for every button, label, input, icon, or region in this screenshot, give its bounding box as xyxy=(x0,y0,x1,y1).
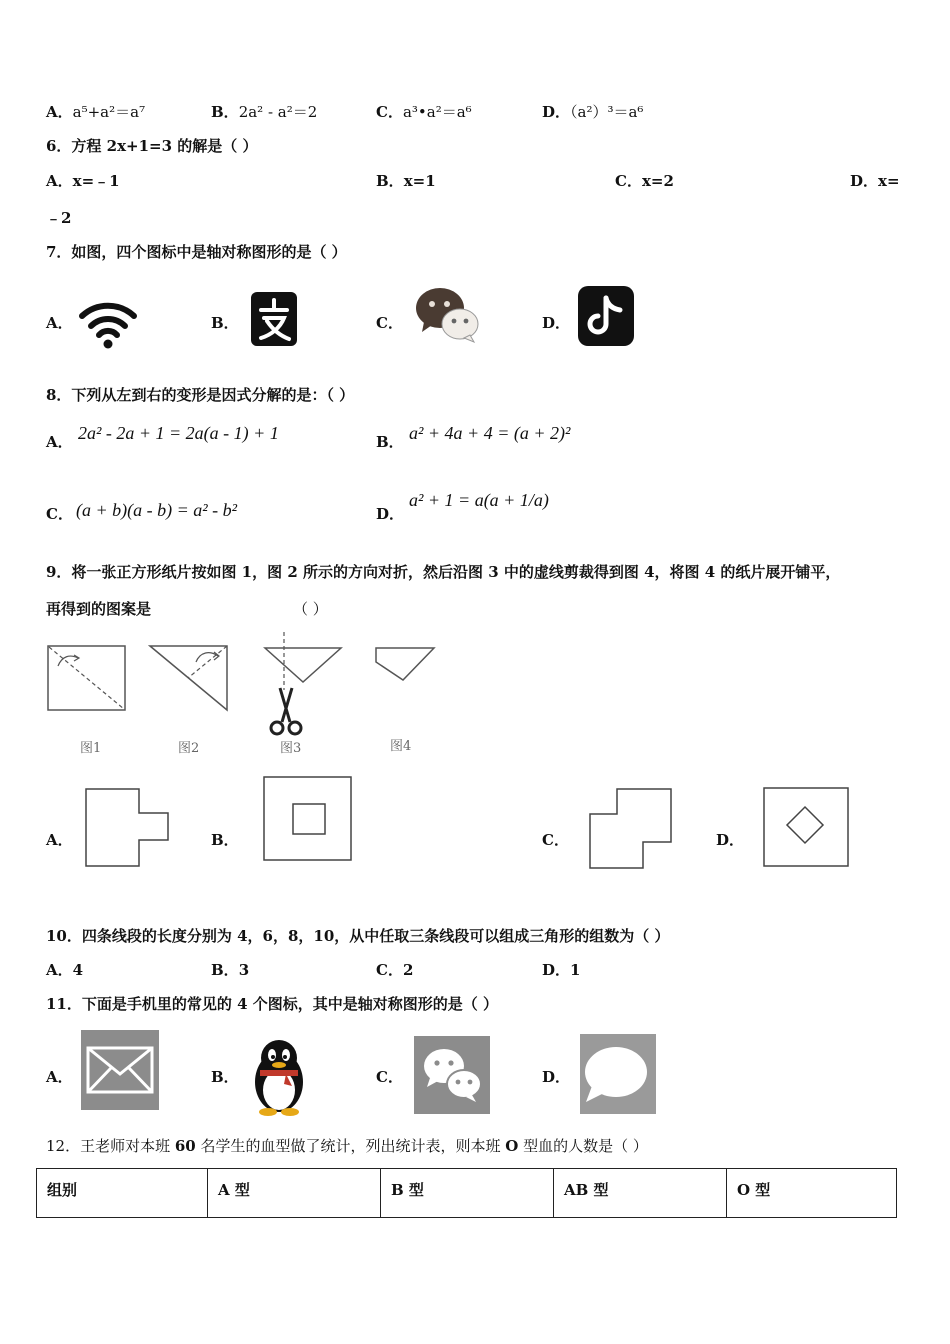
qq-penguin-icon xyxy=(246,1036,312,1116)
figure-label-3: 图3 xyxy=(280,741,302,756)
shape-option-b xyxy=(261,774,355,864)
q6-option-c: C．x=2 xyxy=(615,172,674,190)
q5-option-d: D．（a²）³＝a⁶ xyxy=(542,103,644,121)
q7-stem: 7．如图，四个图标中是轴对称图形的是（ ） xyxy=(46,243,347,261)
wechat-icon xyxy=(414,286,480,344)
q7-option-c-label: C． xyxy=(376,314,403,332)
mail-icon xyxy=(81,1030,159,1110)
q8-option-c-label: C． xyxy=(46,505,73,523)
q11-option-b-label: B． xyxy=(211,1068,239,1086)
q6-option-d-wrap: ﹣2 xyxy=(46,209,72,227)
figure-label-4: 图4 xyxy=(390,739,412,754)
q8-option-c-expr: (a + b)(a - b) = a² - b² xyxy=(76,500,238,520)
table-header-cell: 组别 xyxy=(37,1169,208,1218)
q9-option-d-label: D． xyxy=(716,831,745,849)
table-header-row xyxy=(37,1169,897,1218)
q11-stem: 11．下面是手机里的常见的 4 个图标，其中是轴对称图形的是（ ） xyxy=(46,995,498,1013)
message-bubble-icon xyxy=(580,1034,656,1114)
q5-option-b: B．2a² - a²＝2 xyxy=(211,103,318,121)
q10-option-b: B．3 xyxy=(211,961,250,979)
q6-option-d: D．x= xyxy=(850,172,900,190)
table-header-cell: B 型 xyxy=(381,1169,554,1218)
fold-figure-4 xyxy=(373,644,437,684)
q8-option-d-label: D． xyxy=(376,505,405,523)
q8-stem: 8．下列从左到右的变形是因式分解的是：（ ） xyxy=(46,386,355,404)
q8-option-a-expr: 2a² - 2a + 1 = 2a(a - 1) + 1 xyxy=(78,423,279,443)
fold-figure-2 xyxy=(148,644,230,714)
q5-option-c: C．a³•a²＝a⁶ xyxy=(376,103,472,121)
q9-option-c-label: C． xyxy=(542,831,569,849)
shape-option-a xyxy=(83,786,173,870)
figure-label-2: 图2 xyxy=(178,741,200,756)
q7-option-a-label: A． xyxy=(46,314,73,332)
wifi-icon xyxy=(78,298,138,350)
q12-stem: 12．王老师对本班 60 名学生的血型做了统计，列出统计表，则本班 O 型血的人数是（ ） xyxy=(46,1137,648,1155)
q8-option-d-expr: a² + 1 = a(a + 1/a) xyxy=(409,490,549,510)
q11-option-a-label: A． xyxy=(46,1068,73,1086)
q6-stem: 6．方程 2x+1=3 的解是（ ） xyxy=(46,137,258,155)
table-header-cell: O 型 xyxy=(727,1169,897,1218)
q6-option-b: B．x=1 xyxy=(376,172,436,190)
q9-answer-paren: （ ） xyxy=(293,600,328,618)
figure-label-1: 图1 xyxy=(80,741,102,756)
q8-option-b-expr: a² + 4a + 4 = (a + 2)² xyxy=(409,423,571,443)
blood-type-table xyxy=(36,1168,897,1218)
alipay-icon xyxy=(251,292,297,346)
shape-option-d xyxy=(761,785,851,869)
tiktok-icon xyxy=(578,286,634,346)
fold-figure-1 xyxy=(46,644,128,714)
q7-option-b-label: B． xyxy=(211,314,239,332)
wechat-gray-icon xyxy=(414,1036,490,1114)
table-header-cell: A 型 xyxy=(208,1169,381,1218)
q9-option-a-label: A． xyxy=(46,831,73,849)
fold-figure-3 xyxy=(262,630,344,740)
q10-option-d: D．1 xyxy=(542,961,581,979)
q9-option-b-label: B． xyxy=(211,831,239,849)
q5-option-a: A．a⁵+a²＝a⁷ xyxy=(46,103,146,121)
q9-stem-line2: 再得到的图案是 xyxy=(46,600,152,618)
q6-option-a: A．x=﹣1 xyxy=(46,172,120,190)
q8-option-b-label: B． xyxy=(376,433,404,451)
q10-option-c: C．2 xyxy=(376,961,414,979)
shape-option-c xyxy=(587,786,677,872)
q8-option-a-label: A． xyxy=(46,433,73,451)
table-header-cell: AB 型 xyxy=(554,1169,727,1218)
q7-option-d-label: D． xyxy=(542,314,571,332)
q11-option-d-label: D． xyxy=(542,1068,571,1086)
q11-option-c-label: C． xyxy=(376,1068,403,1086)
q9-stem-line1: 9．将一张正方形纸片按如图 1，图 2 所示的方向对折，然后沿图 3 中的虚线剪裁得到图 4，将图 4 的纸片展开铺平， xyxy=(46,563,841,581)
q10-stem: 10．四条线段的长度分别为 4，6，8，10，从中任取三条线段可以组成三角形的组数为（ ） xyxy=(46,927,670,945)
q10-option-a: A．4 xyxy=(46,961,84,979)
